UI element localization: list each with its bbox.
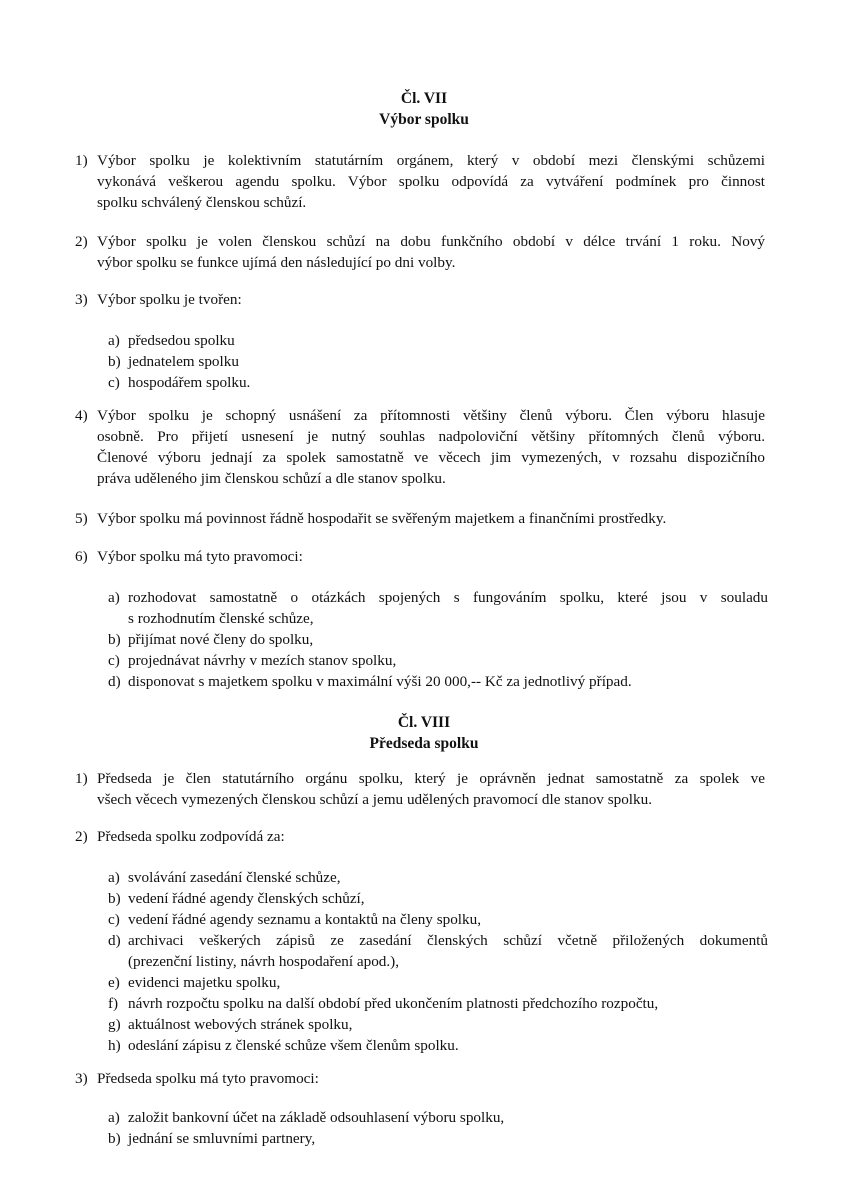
list-item-text: evidenci majetku spolku, [128, 974, 281, 991]
list-item-label: e) [108, 974, 120, 991]
paragraph-number: 6) [75, 548, 88, 565]
section-heading-viii [0, 712, 848, 754]
list-item-text: vedení řádné agendy členských schůzí, [128, 890, 365, 907]
list-item-label: a) [108, 1109, 120, 1126]
list-item-text: archivaci veškerých zápisů ze zasedání členských schůzí včetně přiložených dokumentů [128, 932, 768, 949]
list-item-label: a) [108, 589, 120, 606]
paragraph-number: 1) [75, 770, 88, 787]
list-item [108, 888, 768, 909]
paragraph-line: Výbor spolku má tyto pravomoci: [97, 548, 303, 565]
list-item [108, 972, 768, 993]
paragraph-line: Výbor spolku je kolektivním statutárním orgánem, který v období mezi členskými schůzemi [97, 152, 765, 169]
list-item-text: předsedou spolku [128, 332, 235, 349]
paragraph-line: Předseda spolku má tyto pravomoci: [97, 1070, 319, 1087]
list-item-label: b) [108, 631, 121, 648]
list-item-text: s rozhodnutím členské schůze, [128, 610, 314, 627]
paragraph [75, 231, 765, 273]
article-title: Výbor spolku [379, 111, 469, 128]
list-item-text: přijímat nové členy do spolku, [128, 631, 314, 648]
list-item [108, 993, 768, 1014]
list-item [108, 1035, 768, 1056]
sub-list [108, 1107, 768, 1149]
list-item [108, 1107, 768, 1128]
paragraph-number: 2) [75, 233, 88, 250]
list-item [108, 671, 768, 692]
list-item-label: f) [108, 995, 119, 1012]
list-item-label: b) [108, 353, 121, 370]
paragraph-number: 2) [75, 828, 88, 845]
list-item-label: d) [108, 673, 121, 690]
paragraph-number: 3) [75, 1070, 88, 1087]
paragraph-line: spolku schválený členskou schůzí. [97, 194, 307, 211]
paragraph-line: Výbor spolku je volen členskou schůzí na dobu funkčního období v délce trvání 1 roku. Nový [97, 233, 765, 250]
paragraph [75, 508, 765, 529]
paragraph [75, 826, 765, 847]
list-item-text: odeslání zápisu z členské schůze všem členům spolku. [128, 1037, 459, 1054]
sub-list [108, 330, 768, 393]
list-item-label: c) [108, 374, 120, 391]
paragraph [75, 546, 765, 567]
list-item [108, 1128, 768, 1149]
paragraph-line: osobně. Pro přijetí usnesení je nutný souhlas nadpoloviční většiny přítomných členů výboru. [97, 428, 765, 445]
paragraph-number: 5) [75, 510, 88, 527]
list-item [108, 1014, 768, 1035]
section-heading-vii [0, 88, 848, 130]
paragraph-number: 3) [75, 291, 88, 308]
list-item-text: disponovat s majetkem spolku v maximální výši 20 000,-- Kč za jednotlivý případ. [128, 673, 632, 690]
list-item-label: a) [108, 869, 120, 886]
paragraph [75, 150, 765, 213]
list-item [108, 909, 768, 930]
paragraph-line: Výbor spolku je tvořen: [97, 291, 242, 308]
list-item-label: b) [108, 1130, 121, 1147]
list-item-text: svolávání zasedání členské schůze, [128, 869, 341, 886]
list-item-text: jednatelem spolku [128, 353, 239, 370]
paragraph-number: 4) [75, 407, 88, 424]
list-item [108, 372, 768, 393]
list-item-text: aktuálnost webových stránek spolku, [128, 1016, 353, 1033]
paragraph [75, 289, 765, 310]
paragraph-line: vykonává veškerou agendu spolku. Výbor spolku odpovídá za vytváření podmínek pro činnost [97, 173, 765, 190]
list-item [108, 629, 768, 650]
list-item-text: jednání se smluvními partnery, [128, 1130, 316, 1147]
list-item [108, 650, 768, 671]
list-item-label: b) [108, 890, 121, 907]
list-item [108, 587, 768, 629]
list-item-text: hospodářem spolku. [128, 374, 251, 391]
list-item-label: h) [108, 1037, 121, 1054]
article-number: Čl. VIII [397, 714, 451, 731]
list-item-text: projednávat návrhy v mezích stanov spolku, [128, 652, 397, 669]
paragraph-line: práva uděleného jim členskou schůzí a dle stanov spolku. [97, 470, 446, 487]
paragraph-line: Předseda je člen statutárního orgánu spolku, který je oprávněn jednat samostatně za spolek ve [97, 770, 765, 787]
paragraph-number: 1) [75, 152, 88, 169]
paragraph-line: výbor spolku se funkce ujímá den následující po dni volby. [97, 254, 456, 271]
list-item-text: (prezenční listiny, návrh hospodaření apod.), [128, 953, 400, 970]
list-item-label: d) [108, 932, 121, 949]
list-item-text: vedení řádné agendy seznamu a kontaktů na členy spolku, [128, 911, 481, 928]
paragraph [75, 1068, 765, 1089]
list-item-text: rozhodovat samostatně o otázkách spojených s fungováním spolku, které jsou v souladu [128, 589, 768, 606]
paragraph-line: Výbor spolku má povinnost řádně hospodařit se svěřeným majetkem a finančními prostředky. [97, 510, 667, 527]
list-item [108, 330, 768, 351]
article-number: Čl. VII [400, 90, 448, 107]
list-item-text: návrh rozpočtu spolku na další období před ukončením platnosti předchozího rozpočtu, [128, 995, 659, 1012]
list-item [108, 930, 768, 972]
paragraph-line: všech věcech vymezených členskou schůzí a jemu udělených pravomocí dle stanov spolku. [97, 791, 653, 808]
list-item [108, 351, 768, 372]
list-item-label: c) [108, 652, 120, 669]
list-item [108, 867, 768, 888]
article-title: Předseda spolku [369, 735, 479, 752]
paragraph-line: Předseda spolku zodpovídá za: [97, 828, 285, 845]
paragraph [75, 768, 765, 810]
list-item-label: c) [108, 911, 120, 928]
sub-list [108, 587, 768, 692]
paragraph-line: Výbor spolku je schopný usnášení za přítomnosti většiny členů výboru. Člen výboru hlasuje [97, 407, 765, 424]
paragraph-line: Členové výboru jednají za spolek samostatně ve věcech jim vymezených, v rozsahu dispozičního [97, 449, 765, 466]
list-item-text: založit bankovní účet na základě odsouhlasení výboru spolku, [128, 1109, 505, 1126]
list-item-label: g) [108, 1016, 121, 1033]
paragraph [75, 405, 765, 489]
sub-list [108, 867, 768, 1056]
list-item-label: a) [108, 332, 120, 349]
